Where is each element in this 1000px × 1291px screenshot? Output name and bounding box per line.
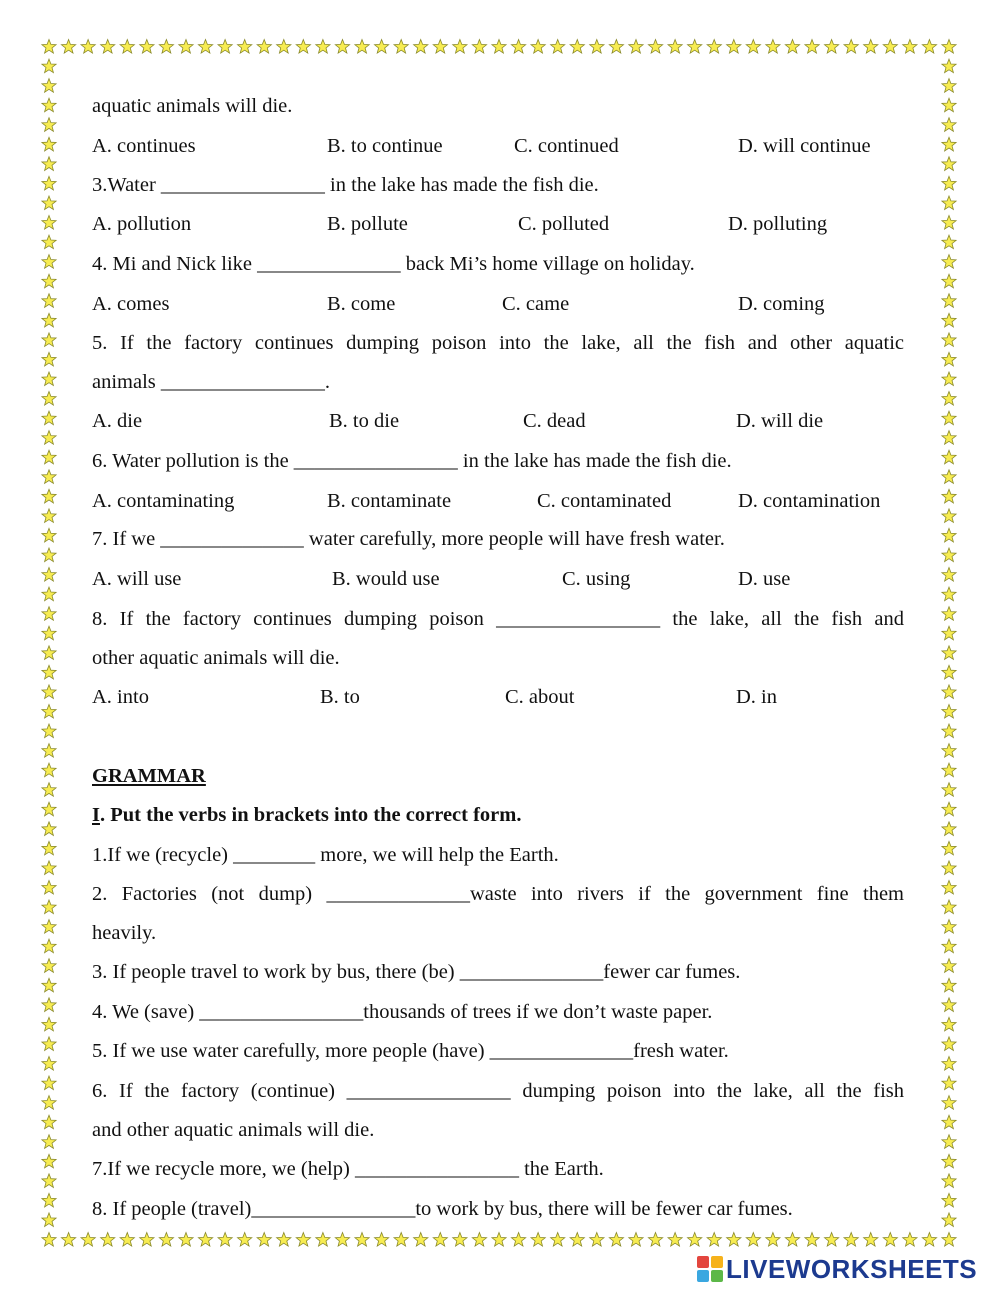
star-decoration xyxy=(42,489,56,503)
option: B. would use xyxy=(332,568,440,590)
star-decoration xyxy=(942,392,956,406)
star-decoration xyxy=(42,352,56,366)
star-decoration xyxy=(942,626,956,640)
option: D. use xyxy=(738,568,791,590)
option: C. using xyxy=(562,568,631,590)
star-decoration xyxy=(942,900,956,914)
star-decoration xyxy=(42,1076,56,1090)
liveworksheets-logo xyxy=(697,1255,977,1283)
star-decoration xyxy=(727,40,741,54)
star-decoration xyxy=(42,176,56,190)
option: A. will use xyxy=(92,568,182,590)
star-decoration xyxy=(942,1115,956,1129)
star-decoration xyxy=(42,548,56,562)
star-decoration xyxy=(472,40,486,54)
star-decoration xyxy=(942,1017,956,1031)
star-decoration xyxy=(81,40,95,54)
grammar-heading: GRAMMAR xyxy=(92,765,206,787)
star-decoration xyxy=(42,626,56,640)
star-decoration xyxy=(942,157,956,171)
star-decoration xyxy=(609,40,623,54)
star-decoration xyxy=(277,1233,291,1247)
star-decoration xyxy=(942,255,956,269)
star-decoration xyxy=(42,665,56,679)
star-decoration xyxy=(335,40,349,54)
star-decoration xyxy=(864,40,878,54)
star-decoration xyxy=(707,1233,721,1247)
option: D. will die xyxy=(736,410,824,432)
star-decoration xyxy=(864,1233,878,1247)
star-decoration xyxy=(766,1233,780,1247)
star-decoration xyxy=(942,665,956,679)
star-decoration xyxy=(590,1233,604,1247)
star-decoration xyxy=(942,881,956,895)
option: B. come xyxy=(327,293,396,315)
star-decoration xyxy=(42,1213,56,1227)
star-decoration xyxy=(785,1233,799,1247)
star-decoration xyxy=(42,568,56,582)
question-8-line-1: 8. If the factory continues dumping poison ________________ the lake, all the fish and xyxy=(92,608,904,630)
star-decoration xyxy=(42,841,56,855)
grammar-item-8: 8. If people (travel)________________to work by bus, there will be fewer car fumes. xyxy=(92,1198,793,1220)
star-decoration xyxy=(942,176,956,190)
star-decoration xyxy=(942,841,956,855)
question-3: 3.Water ________________ in the lake has made the fish die. xyxy=(92,174,599,196)
star-decoration xyxy=(42,79,56,93)
star-decoration xyxy=(942,1057,956,1071)
star-decoration xyxy=(942,59,956,73)
star-decoration xyxy=(42,685,56,699)
star-decoration xyxy=(805,1233,819,1247)
star-decoration xyxy=(785,40,799,54)
star-decoration xyxy=(42,411,56,425)
grammar-item-5: 5. If we use water carefully, more people (have) ______________fresh water. xyxy=(92,1040,729,1062)
star-decoration xyxy=(942,822,956,836)
grammar-item-7: 7.If we recycle more, we (help) ________________ the Earth. xyxy=(92,1158,604,1180)
star-decoration xyxy=(609,1233,623,1247)
star-decoration xyxy=(551,1233,565,1247)
liveworksheets-logo-icon xyxy=(697,1256,723,1282)
star-decoration xyxy=(179,40,193,54)
star-decoration xyxy=(492,1233,506,1247)
star-decoration xyxy=(492,40,506,54)
star-decoration xyxy=(942,1213,956,1227)
star-decoration xyxy=(296,1233,310,1247)
grammar-item-2: 2. Factories (not dump) ______________waste into rivers if the government fine them xyxy=(92,883,904,905)
star-decoration xyxy=(42,607,56,621)
star-decoration xyxy=(42,705,56,719)
star-decoration xyxy=(296,40,310,54)
star-decoration xyxy=(159,40,173,54)
star-decoration xyxy=(140,1233,154,1247)
star-decoration xyxy=(903,1233,917,1247)
star-decoration xyxy=(355,40,369,54)
star-decoration xyxy=(42,313,56,327)
star-decoration xyxy=(942,1174,956,1188)
star-decoration xyxy=(942,352,956,366)
star-decoration xyxy=(942,79,956,93)
option: D. coming xyxy=(738,293,825,315)
question-8-line-2: other aquatic animals will die. xyxy=(92,647,340,669)
star-decoration xyxy=(355,1233,369,1247)
star-decoration xyxy=(942,939,956,953)
star-decoration xyxy=(42,294,56,308)
star-decoration xyxy=(42,509,56,523)
star-decoration xyxy=(42,646,56,660)
option: B. pollute xyxy=(327,213,408,235)
question-6: 6. Water pollution is the ________________ in the lake has made the fish die. xyxy=(92,450,732,472)
star-decoration xyxy=(61,40,75,54)
star-decoration xyxy=(42,392,56,406)
star-decoration xyxy=(942,372,956,386)
star-decoration xyxy=(942,98,956,112)
star-decoration xyxy=(942,196,956,210)
brand-name: LIVEWORKSHEETS xyxy=(726,1254,978,1284)
star-decoration xyxy=(942,998,956,1012)
star-decoration xyxy=(42,998,56,1012)
grammar-instruction xyxy=(92,803,521,827)
star-decoration xyxy=(159,1233,173,1247)
option: B. contaminate xyxy=(327,490,452,512)
star-decoration xyxy=(942,1037,956,1051)
star-decoration xyxy=(942,528,956,542)
star-decoration xyxy=(42,1174,56,1188)
star-decoration xyxy=(42,587,56,601)
star-decoration xyxy=(218,1233,232,1247)
option: C. contaminated xyxy=(537,490,672,512)
grammar-item-3: 3. If people travel to work by bus, there (be) ______________fewer car fumes. xyxy=(92,961,741,983)
star-decoration xyxy=(42,470,56,484)
star-decoration xyxy=(101,40,115,54)
star-decoration xyxy=(707,40,721,54)
star-decoration xyxy=(942,1076,956,1090)
star-decoration xyxy=(414,1233,428,1247)
star-decoration xyxy=(825,1233,839,1247)
star-decoration xyxy=(942,1233,956,1247)
star-decoration xyxy=(335,1233,349,1247)
star-decoration xyxy=(590,40,604,54)
star-decoration xyxy=(883,1233,897,1247)
star-decoration xyxy=(42,724,56,738)
star-decoration xyxy=(42,959,56,973)
star-decoration xyxy=(42,118,56,132)
option: C. polluted xyxy=(518,213,610,235)
star-decoration xyxy=(42,98,56,112)
star-decoration xyxy=(942,1154,956,1168)
option: C. about xyxy=(505,686,575,708)
grammar-item-2-cont: heavily. xyxy=(92,922,157,944)
option: A. into xyxy=(92,686,149,708)
star-decoration xyxy=(42,1037,56,1051)
star-decoration xyxy=(942,333,956,347)
star-decoration xyxy=(277,40,291,54)
star-decoration xyxy=(453,40,467,54)
star-decoration xyxy=(942,274,956,288)
star-decoration xyxy=(511,40,525,54)
star-decoration xyxy=(42,1057,56,1071)
star-decoration xyxy=(238,1233,252,1247)
star-decoration xyxy=(472,1233,486,1247)
star-decoration xyxy=(551,40,565,54)
star-decoration xyxy=(61,1233,75,1247)
star-decoration xyxy=(42,978,56,992)
star-decoration xyxy=(42,274,56,288)
star-decoration xyxy=(942,724,956,738)
option: D. contamination xyxy=(738,490,881,512)
star-decoration xyxy=(42,1096,56,1110)
star-decoration xyxy=(42,920,56,934)
star-decoration xyxy=(42,137,56,151)
star-decoration xyxy=(570,1233,584,1247)
star-decoration xyxy=(942,1096,956,1110)
star-decoration xyxy=(942,548,956,562)
star-decoration xyxy=(42,1017,56,1031)
option: A. pollution xyxy=(92,213,192,235)
star-decoration xyxy=(433,40,447,54)
star-decoration xyxy=(179,1233,193,1247)
star-decoration xyxy=(942,920,956,934)
star-decoration xyxy=(101,1233,115,1247)
star-decoration xyxy=(42,861,56,875)
star-decoration xyxy=(198,40,212,54)
star-decoration xyxy=(844,1233,858,1247)
grammar-item-6: 6. If the factory (continue) ________________ dumping poison into the lake, all the fish xyxy=(92,1080,904,1102)
star-decoration xyxy=(42,744,56,758)
star-decoration xyxy=(394,40,408,54)
option: A. contaminating xyxy=(92,490,235,512)
star-decoration xyxy=(198,1233,212,1247)
star-decoration xyxy=(668,1233,682,1247)
star-decoration xyxy=(629,40,643,54)
star-decoration xyxy=(942,607,956,621)
instruction-number: I xyxy=(92,804,100,826)
option: C. dead xyxy=(523,410,586,432)
star-decoration xyxy=(942,802,956,816)
grammar-item-1: 1.If we (recycle) ________ more, we will help the Earth. xyxy=(92,844,559,866)
star-decoration xyxy=(942,763,956,777)
star-decoration xyxy=(942,861,956,875)
star-decoration xyxy=(942,118,956,132)
star-decoration xyxy=(942,646,956,660)
star-decoration xyxy=(844,40,858,54)
star-decoration xyxy=(120,40,134,54)
star-decoration xyxy=(42,196,56,210)
star-decoration xyxy=(257,1233,271,1247)
star-decoration xyxy=(42,881,56,895)
star-decoration xyxy=(883,40,897,54)
star-decoration xyxy=(42,528,56,542)
star-decoration xyxy=(746,1233,760,1247)
star-decoration xyxy=(688,1233,702,1247)
question-7: 7. If we ______________ water carefully, more people will have fresh water. xyxy=(92,528,725,550)
question-5-line-2: animals ________________. xyxy=(92,371,331,393)
option: A. continues xyxy=(92,135,196,157)
option: B. to xyxy=(320,686,360,708)
star-decoration xyxy=(629,1233,643,1247)
star-decoration xyxy=(42,1233,56,1247)
star-decoration xyxy=(942,783,956,797)
star-decoration xyxy=(42,1115,56,1129)
star-decoration xyxy=(942,1193,956,1207)
star-decoration xyxy=(42,900,56,914)
star-decoration xyxy=(648,1233,662,1247)
star-decoration xyxy=(942,744,956,758)
grammar-item-4: 4. We (save) ________________thousands of trees if we don’t waste paper. xyxy=(92,1001,713,1023)
star-decoration xyxy=(922,40,936,54)
star-decoration xyxy=(648,40,662,54)
question-2-tail: aquatic animals will die. xyxy=(92,95,293,117)
star-decoration xyxy=(433,1233,447,1247)
star-decoration xyxy=(42,216,56,230)
star-decoration xyxy=(668,40,682,54)
star-decoration xyxy=(688,40,702,54)
option: B. to continue xyxy=(327,135,443,157)
star-decoration xyxy=(942,450,956,464)
option: A. comes xyxy=(92,293,170,315)
star-decoration xyxy=(746,40,760,54)
star-decoration xyxy=(942,1135,956,1149)
star-decoration xyxy=(727,1233,741,1247)
star-decoration xyxy=(257,40,271,54)
star-decoration xyxy=(42,1154,56,1168)
grammar-item-6-cont: and other aquatic animals will die. xyxy=(92,1119,375,1141)
option: D. polluting xyxy=(728,213,828,235)
star-decoration xyxy=(511,1233,525,1247)
star-decoration xyxy=(42,763,56,777)
star-decoration xyxy=(942,978,956,992)
star-decoration xyxy=(766,40,780,54)
star-decoration xyxy=(316,40,330,54)
star-decoration xyxy=(42,939,56,953)
option: C. continued xyxy=(514,135,619,157)
star-decoration xyxy=(942,235,956,249)
star-decoration xyxy=(42,235,56,249)
instruction-text: . Put the verbs in brackets into the correct form. xyxy=(99,804,522,826)
star-decoration xyxy=(42,450,56,464)
option: B. to die xyxy=(329,410,400,432)
star-decoration xyxy=(140,40,154,54)
star-decoration xyxy=(42,802,56,816)
option: D. in xyxy=(736,686,777,708)
question-5-line-1: 5. If the factory continues dumping poison into the lake, all the fish and other aquatic xyxy=(92,332,904,354)
star-decoration xyxy=(42,372,56,386)
question-4: 4. Mi and Nick like ______________ back Mi’s home village on holiday. xyxy=(92,253,695,275)
star-decoration xyxy=(922,1233,936,1247)
star-decoration xyxy=(942,470,956,484)
star-decoration xyxy=(531,1233,545,1247)
star-decoration xyxy=(453,1233,467,1247)
star-decoration xyxy=(375,1233,389,1247)
star-decoration xyxy=(903,40,917,54)
star-decoration xyxy=(316,1233,330,1247)
star-decoration xyxy=(375,40,389,54)
star-decoration xyxy=(805,40,819,54)
star-decoration xyxy=(570,40,584,54)
star-decoration xyxy=(42,333,56,347)
star-decoration xyxy=(394,1233,408,1247)
star-decoration xyxy=(42,783,56,797)
star-decoration xyxy=(42,255,56,269)
star-decoration xyxy=(42,1193,56,1207)
star-decoration xyxy=(42,59,56,73)
star-decoration xyxy=(414,40,428,54)
star-decoration xyxy=(42,1135,56,1149)
star-decoration xyxy=(531,40,545,54)
star-decoration xyxy=(942,959,956,973)
star-decoration xyxy=(42,822,56,836)
star-decoration xyxy=(825,40,839,54)
option: C. came xyxy=(502,293,570,315)
star-decoration xyxy=(81,1233,95,1247)
star-decoration xyxy=(120,1233,134,1247)
star-decoration xyxy=(942,40,956,54)
option: D. will continue xyxy=(738,135,871,157)
star-decoration xyxy=(42,157,56,171)
option: A. die xyxy=(92,410,143,432)
star-decoration xyxy=(42,431,56,445)
star-decoration xyxy=(42,40,56,54)
star-decoration xyxy=(218,40,232,54)
star-decoration xyxy=(238,40,252,54)
